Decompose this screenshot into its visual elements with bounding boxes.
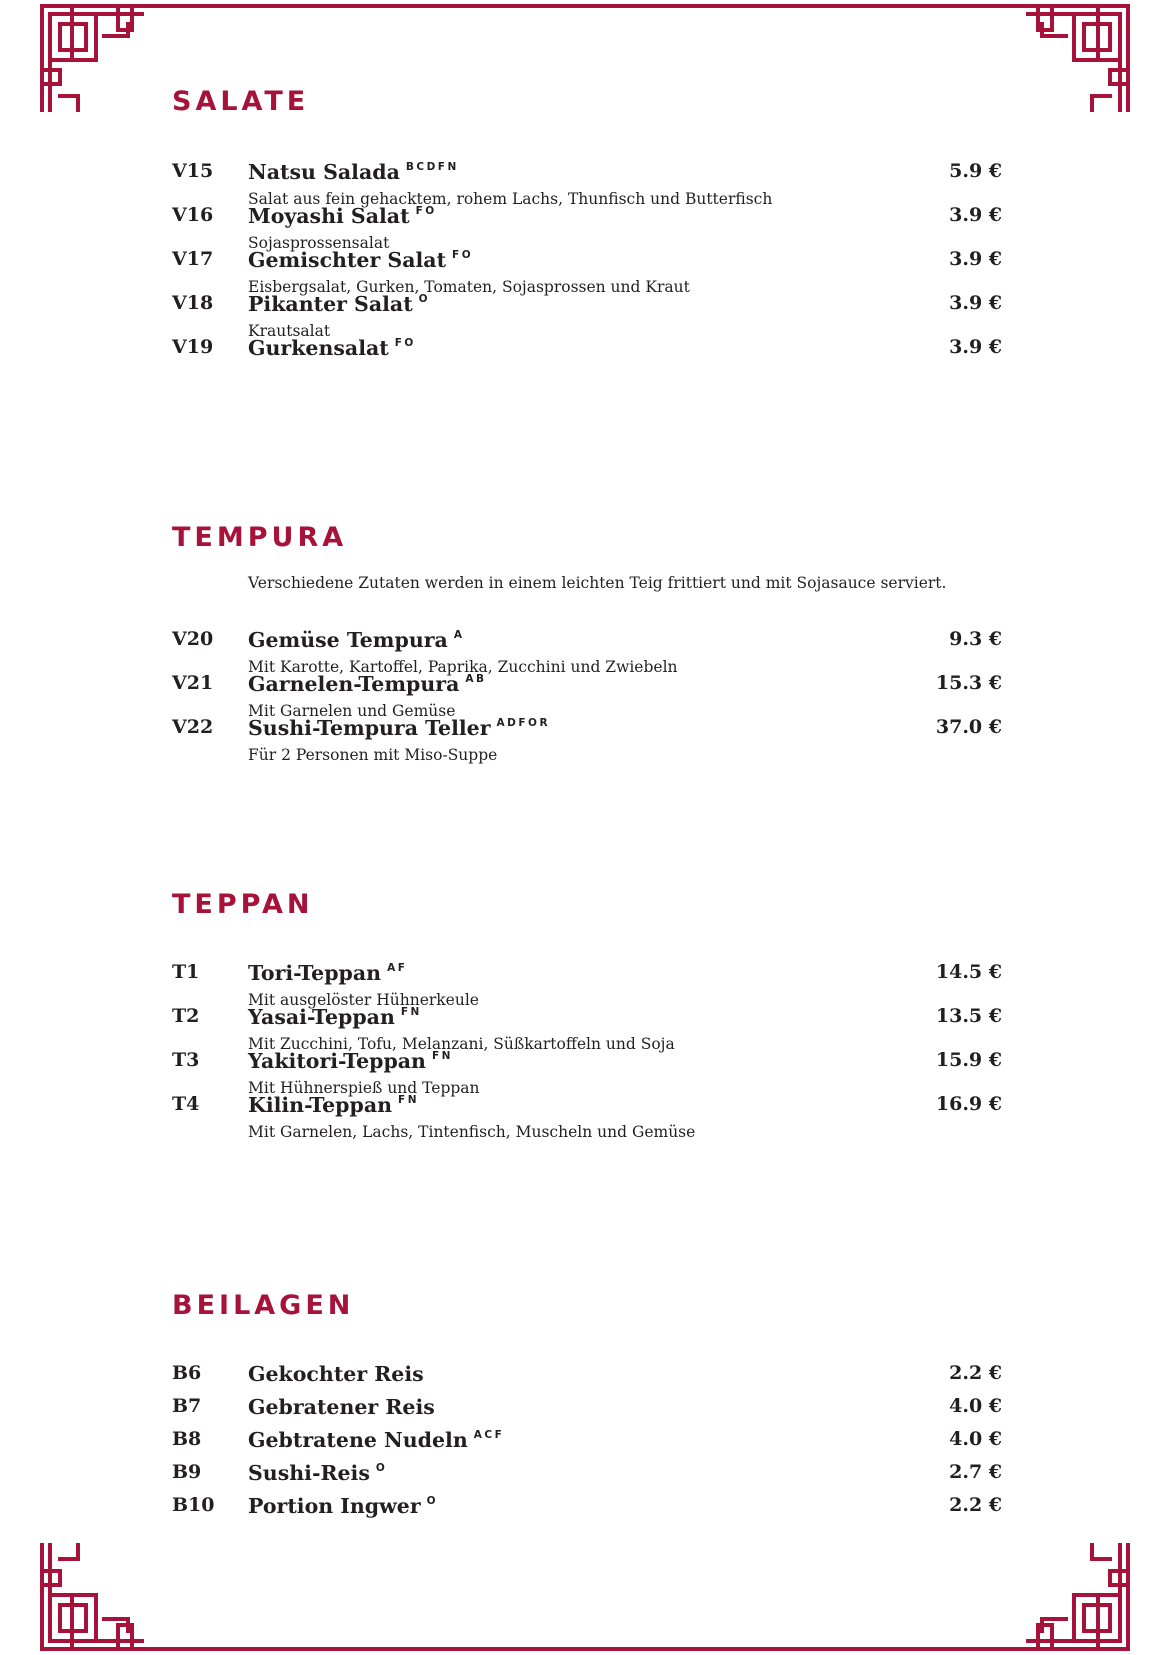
item-price: 14.5 € — [935, 961, 1002, 983]
allergen-codes: FO — [394, 337, 416, 349]
item-name — [248, 292, 430, 316]
item-code: V22 — [172, 716, 214, 738]
corner-ornament-bottom-left — [42, 1545, 142, 1649]
allergen-codes: A — [453, 629, 465, 641]
item-name — [248, 672, 487, 696]
item-name — [248, 1428, 504, 1452]
item-name — [248, 248, 473, 272]
item-price: 4.0 € — [949, 1395, 1002, 1417]
item-name — [248, 1049, 453, 1073]
item-price: 5.9 € — [949, 160, 1002, 182]
item-price: 15.3 € — [935, 672, 1002, 694]
item-name — [248, 1093, 419, 1117]
item-name-text: Gebratener Reis — [248, 1395, 435, 1419]
item-name-text: Gemüse Tempura — [248, 628, 448, 652]
item-price: 3.9 € — [949, 292, 1002, 314]
item-name-text: Yasai-Teppan — [248, 1005, 395, 1029]
section-title: TEMPURA — [172, 522, 348, 553]
item-name — [248, 1494, 438, 1518]
allergen-codes: O — [375, 1462, 388, 1474]
item-description: Mit Garnelen und Gemüse — [248, 702, 456, 720]
item-name — [248, 1461, 387, 1485]
item-code: V17 — [172, 248, 214, 270]
item-price: 2.2 € — [949, 1494, 1002, 1516]
allergen-codes: FO — [452, 249, 474, 261]
section-title: BEILAGEN — [172, 1290, 355, 1321]
allergen-codes: FO — [415, 205, 437, 217]
allergen-codes: O — [418, 293, 431, 305]
item-name-text: Pikanter Salat — [248, 292, 413, 316]
item-price: 3.9 € — [949, 336, 1002, 358]
item-code: T1 — [172, 961, 200, 983]
item-name-text: Tori-Teppan — [248, 961, 382, 985]
corner-ornament-top-left — [42, 6, 142, 110]
item-name-text: Sushi-Tempura Teller — [248, 716, 491, 740]
allergen-codes: ADFOR — [496, 717, 551, 729]
allergen-codes: AF — [387, 962, 408, 974]
item-code: T4 — [172, 1093, 200, 1115]
item-name-text: Yakitori-Teppan — [248, 1049, 426, 1073]
item-name-text: Kilin-Teppan — [248, 1093, 393, 1117]
section-salate — [172, 86, 1002, 360]
item-name — [248, 1362, 424, 1386]
item-code: B8 — [172, 1428, 202, 1450]
item-name-text: Portion Ingwer — [248, 1494, 421, 1518]
item-price: 16.9 € — [935, 1093, 1002, 1115]
item-description: Eisbergsalat, Gurken, Tomaten, Sojasprossen und Kraut — [248, 278, 690, 296]
item-price: 3.9 € — [949, 204, 1002, 226]
item-name-text: Gekochter Reis — [248, 1362, 424, 1386]
item-code: B9 — [172, 1461, 202, 1483]
section-teppan — [172, 889, 1002, 1141]
item-description: Sojasprossensalat — [248, 234, 390, 252]
item-price: 2.2 € — [949, 1362, 1002, 1384]
item-code: B6 — [172, 1362, 202, 1384]
item-name-text: Gemischter Salat — [248, 248, 447, 272]
item-description: Für 2 Personen mit Miso-Suppe — [248, 746, 498, 764]
item-price: 3.9 € — [949, 248, 1002, 270]
section-intro: Verschiedene Zutaten werden in einem leichten Teig frittiert und mit Sojasauce serviert. — [248, 574, 947, 592]
item-code: B10 — [172, 1494, 215, 1516]
item-name-text: Gebtratene Nudeln — [248, 1428, 468, 1452]
section-title: SALATE — [172, 86, 310, 117]
item-description: Mit Zucchini, Tofu, Melanzani, Süßkartoffeln und Soja — [248, 1035, 675, 1053]
allergen-codes: FN — [398, 1094, 419, 1106]
item-description: Krautsalat — [248, 322, 331, 340]
item-price: 9.3 € — [949, 628, 1002, 650]
allergen-codes: ACF — [473, 1429, 505, 1441]
section-title: TEPPAN — [172, 889, 314, 920]
item-code: V19 — [172, 336, 214, 358]
item-name — [248, 961, 407, 985]
item-name — [248, 628, 464, 652]
item-name — [248, 716, 550, 740]
corner-ornament-top-right — [1028, 6, 1128, 110]
allergen-codes: O — [426, 1495, 439, 1507]
item-price: 4.0 € — [949, 1428, 1002, 1450]
allergen-codes: FN — [431, 1050, 453, 1062]
section-beilagen — [172, 1290, 1002, 1518]
item-name-text: Sushi-Reis — [248, 1461, 370, 1485]
item-code: T2 — [172, 1005, 200, 1027]
item-name-text: Moyashi Salat — [248, 204, 410, 228]
item-description: Mit ausgelöster Hühnerkeule — [248, 991, 479, 1009]
item-name-text: Garnelen-Tempura — [248, 672, 460, 696]
item-name-text: Natsu Salada — [248, 160, 400, 184]
item-code: V18 — [172, 292, 214, 314]
corner-ornament-bottom-right — [1028, 1545, 1128, 1649]
item-name — [248, 1005, 422, 1029]
allergen-codes: FN — [400, 1006, 422, 1018]
item-code: B7 — [172, 1395, 202, 1417]
item-name — [248, 336, 416, 360]
item-code: T3 — [172, 1049, 200, 1071]
item-name — [248, 160, 459, 184]
allergen-codes: BCDFN — [405, 161, 459, 173]
item-code: V21 — [172, 672, 214, 694]
section-tempura — [172, 522, 1002, 764]
item-description: Mit Garnelen, Lachs, Tintenfisch, Muscheln und Gemüse — [248, 1123, 696, 1141]
item-price: 15.9 € — [935, 1049, 1002, 1071]
item-price: 2.7 € — [949, 1461, 1002, 1483]
item-name — [248, 204, 437, 228]
item-price: 37.0 € — [935, 716, 1002, 738]
item-description: Mit Karotte, Kartoffel, Paprika, Zucchini und Zwiebeln — [248, 658, 678, 676]
item-description: Mit Hühnerspieß und Teppan — [248, 1079, 480, 1097]
item-code: V16 — [172, 204, 214, 226]
item-price: 13.5 € — [935, 1005, 1002, 1027]
item-code: V20 — [172, 628, 214, 650]
item-code: V15 — [172, 160, 214, 182]
item-description: Salat aus fein gehacktem, rohem Lachs, Thunfisch und Butterfisch — [248, 190, 773, 208]
item-name-text: Gurkensalat — [248, 336, 389, 360]
allergen-codes: AB — [465, 673, 487, 685]
item-name — [248, 1395, 435, 1419]
